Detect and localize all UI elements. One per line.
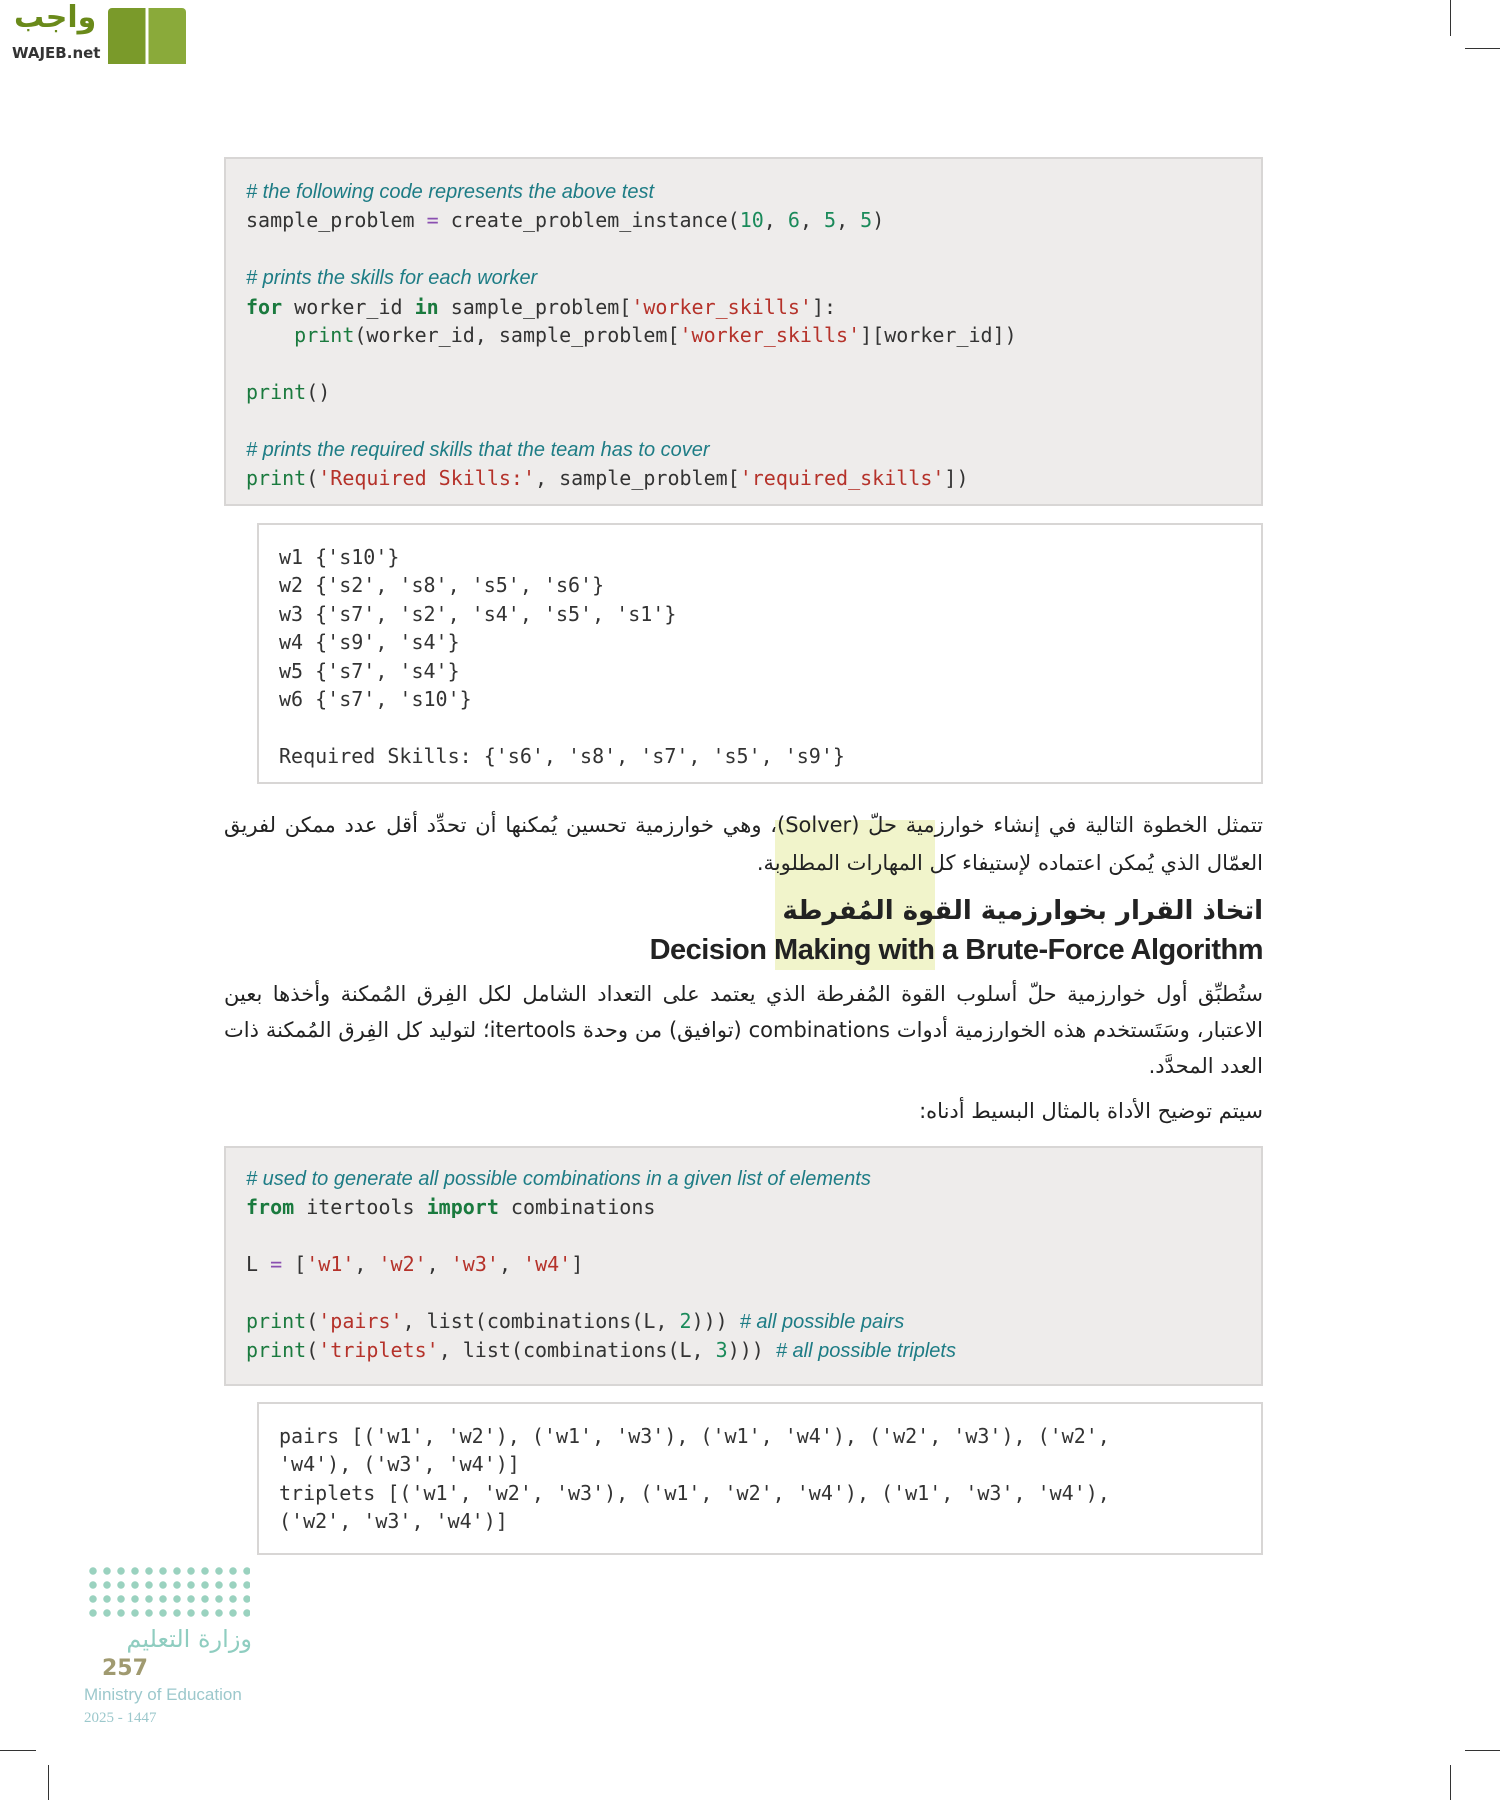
code-text: worker_id: [282, 294, 415, 319]
code-line: [246, 378, 1241, 406]
code-text: ]): [944, 466, 969, 491]
code-number: 2: [679, 1309, 692, 1333]
code-text: [: [282, 1252, 307, 1277]
output-line: w6 {'s7', 's10'}: [279, 687, 472, 712]
code-string: 'w4': [523, 1252, 572, 1277]
code-line: [246, 1193, 1241, 1221]
code-comment: # prints the skills for each worker: [246, 267, 538, 290]
code-text: ,: [763, 208, 788, 233]
code-string: 'Required Skills:': [318, 466, 536, 491]
code-text: ))): [691, 1309, 740, 1333]
code-comment: # used to generate all possible combinations in a given list of elements: [246, 1168, 871, 1190]
code-comment: # all possible pairs: [739, 1311, 905, 1333]
logo-arabic: واجب: [14, 0, 97, 35]
code-text: (: [306, 1338, 319, 1363]
code-text: (: [306, 466, 319, 491]
code-text: sample_problem: [246, 208, 427, 233]
code-line: [246, 263, 1241, 292]
code-text: , sample_problem[: [535, 466, 740, 491]
paragraph-brute-force: ستُطبِّق أول خوارزمية حلّ أسلوب القوة المُفرطة الذي يعتمد على التعداد الشامل لكل الفِرق المُمكنة وأخذها بعين الاعتبار، وسَتَستخدم هذه الخوارزمية أدوات combinations (توافيق) من وحدة itertools؛ لتوليد كل الفِرق المُمكنة ذات العدد المحدَّد.: [224, 982, 1263, 1078]
output-line: ('w2', 'w3', 'w4')]: [279, 1509, 508, 1534]
wajeb-logo: [10, 0, 190, 66]
code-text: ,: [799, 208, 825, 233]
code-text: , list(combinations(L,: [402, 1309, 680, 1333]
code-keyword: from: [246, 1195, 295, 1220]
output-block-worker-skills: [257, 523, 1263, 784]
code-block-combinations: [224, 1146, 1263, 1386]
code-function: print: [246, 466, 307, 491]
output-line: w4 {'s9', 's4'}: [279, 630, 460, 655]
code-number: 10: [739, 208, 764, 233]
code-string: 'worker_skills': [679, 323, 861, 348]
code-text: [246, 323, 294, 347]
code-string: 'pairs': [318, 1309, 403, 1333]
output-line: Required Skills: {'s6', 's8', 's7', 's5', 's9'}: [279, 743, 845, 768]
output-line: w1 {'s10'}: [279, 545, 400, 569]
dots-emblem-icon: [86, 1564, 250, 1618]
code-keyword: for: [246, 294, 283, 319]
code-line: [246, 406, 1241, 434]
code-text: ,: [426, 1252, 451, 1277]
code-line: [246, 1250, 1241, 1278]
code-text: L: [246, 1252, 271, 1277]
code-text: (): [306, 379, 331, 404]
code-function: print: [246, 379, 307, 404]
heading-arabic: اتخاذ القرار بخوارزمية القوة المُفرطة: [782, 896, 1263, 926]
output-line: triplets [('w1', 'w2', 'w3'), ('w1', 'w2', 'w4'), ('w1', 'w3', 'w4'),: [279, 1480, 1110, 1505]
code-function: print: [246, 1338, 307, 1363]
code-line: [246, 206, 1241, 234]
code-keyword: import: [426, 1195, 499, 1220]
code-operator: =: [426, 208, 439, 233]
code-text: ]:: [811, 294, 837, 319]
content-flow: [224, 806, 1263, 1555]
code-string: 'w2': [378, 1252, 427, 1277]
code-text: ,: [354, 1252, 379, 1277]
logo-latin: WAJEB.net: [12, 44, 101, 62]
code-number: 3: [715, 1338, 728, 1363]
code-string: 'worker_skills': [631, 294, 812, 319]
output-line: [279, 713, 1241, 741]
code-block-worker-skills: [224, 157, 1263, 506]
code-text: ]: [571, 1252, 584, 1277]
ministry-logo: [84, 1560, 252, 1740]
output-line: w2 {'s2', 's8', 's5', 's6'}: [279, 573, 605, 598]
code-line: [246, 293, 1241, 321]
code-text: create_problem_instance(: [438, 208, 740, 233]
code-line: [246, 435, 1241, 464]
code-string: 'triplets': [318, 1338, 439, 1363]
code-text: itertools: [294, 1195, 427, 1220]
output-line: 'w4'), ('w3', 'w4')]: [279, 1452, 520, 1477]
code-line: [246, 1307, 1241, 1336]
code-string: 'w1': [306, 1252, 355, 1277]
paragraph-example-intro: سيتم توضيح الأداة بالمثال البسيط أدناه:: [919, 1099, 1263, 1123]
code-text: ): [872, 208, 885, 233]
code-line: [246, 1222, 1241, 1250]
code-line: [246, 235, 1241, 263]
code-text: , list(combinations(L,: [438, 1338, 716, 1363]
code-text: combinations: [498, 1195, 656, 1220]
code-keyword: in: [414, 294, 439, 319]
code-function: print: [246, 1309, 307, 1333]
heading-english: Decision Making with a Brute-Force Algorithm: [649, 934, 1263, 966]
code-text: sample_problem[: [438, 294, 632, 319]
code-text: (worker_id, sample_problem[: [354, 323, 680, 348]
code-number: 6: [787, 208, 800, 233]
code-number: 5: [860, 208, 873, 233]
code-line: [246, 1279, 1241, 1307]
code-string: 'required_skills': [739, 466, 945, 491]
code-line: [246, 1336, 1241, 1365]
year: 2025 - 1447: [84, 1710, 157, 1726]
book-icon: [108, 8, 186, 64]
output-line: w3 {'s7', 's2', 's4', 's5', 's1'}: [279, 601, 677, 626]
code-text: ][worker_id]): [860, 323, 1017, 348]
code-comment: # prints the required skills that the team has to cover: [246, 438, 710, 461]
output-line: pairs [('w1', 'w2'), ('w1', 'w3'), ('w1', 'w4'), ('w2', 'w3'), ('w2',: [279, 1423, 1110, 1448]
code-text: ))): [727, 1338, 776, 1363]
code-text: (: [306, 1309, 319, 1333]
code-string: 'w3': [450, 1252, 499, 1277]
code-operator: =: [270, 1252, 283, 1277]
code-number: 5: [824, 208, 837, 233]
output-line: w5 {'s7', 's4'}: [279, 658, 460, 683]
code-comment: # the following code represents the above test: [246, 181, 655, 203]
code-text: ,: [498, 1252, 524, 1277]
code-text: ,: [836, 208, 861, 233]
code-line: [246, 321, 1241, 349]
code-line: [246, 464, 1241, 492]
code-function: print: [294, 323, 355, 348]
output-block-combinations: [257, 1402, 1263, 1556]
code-comment: # all possible triplets: [775, 1340, 956, 1363]
ministry-arabic: وزارة التعليم: [126, 1625, 252, 1653]
ministry-english: Ministry of Education: [84, 1685, 242, 1704]
code-line: [246, 349, 1241, 377]
paragraph-solver: تتمثل الخطوة التالية في إنشاء خوارزمية حلّ (Solver)، وهي خوارزمية تحسين يُمكنها أن تحدِّد أقل عدد ممكن لفريق العمّال الذي يُمكن اعتماده لإستيفاء كل المهارات المطلوبة.: [224, 813, 1263, 875]
page-number: 257: [102, 1656, 148, 1681]
code-line: [246, 177, 1241, 206]
code-line: [246, 1164, 1241, 1193]
